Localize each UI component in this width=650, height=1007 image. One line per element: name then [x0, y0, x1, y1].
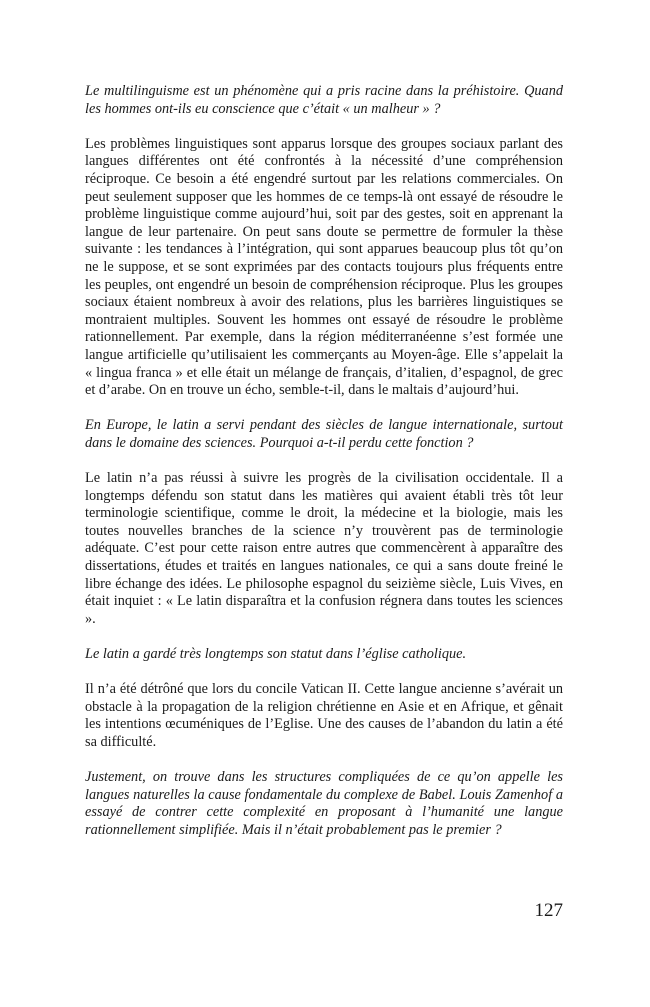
answer-paragraph: Les problèmes linguistiques sont apparus lorsque des groupes sociaux parlant des langues différentes ont été confrontés à la nécessité d’une compréhension réciproque. Ce besoin a été engendré surtout par les relations commerciales. On peut seulement supposer que les hommes de ce temps-là ont essayé de résoudre le problème linguistique comme aujourd’hui, soit par des gestes, soit en apprenant la langue de leur partenaire. On peut sans doute se permettre de formuler la thèse suivante : les tendances à l’intégration, qui sont apparues beaucoup plus tôt qu’on ne le suppose, et se sont exprimées par des contacts toujours plus fréquents entre les peuples, ont engendré un besoin de compréhension réciproque. Plus les groupes sociaux étaient nombreux à avoir des relations, plus les barrières linguistiques se montraient multiples. Souvent les hommes ont essayé de résoudre le problème rationnellement. Par exemple, dans la région méditerranéenne s’est formée une langue artificielle qu’utilisaient les commerçants au Moyen-âge. Elle s’appelait la « lingua franca » et elle était un mélange de français, d’italien, d’espagnol, de grec et d’arabe. On en trouve un écho, semble-t-il, dans le maltais d’aujourd’hui. [85, 135, 563, 399]
question-paragraph: Le multilinguisme est un phénomène qui a pris racine dans la préhistoire. Quand les hommes ont-ils eu conscience que c’était « un malheur » ? [85, 83, 563, 117]
answer-paragraph: Il n’a été détrôné que lors du concile Vatican II. Cette langue ancienne s’avérait un obstacle à la propagation de la religion chrétienne en Asie et en Afrique, et gênait les intentions œcuméniques de l’Eglise. Une des causes de l’abandon du latin a été sa difficulté. [85, 681, 563, 750]
question-paragraph: Le latin a gardé très longtemps son statut dans l’église catholique. [85, 646, 467, 662]
question-paragraph: Justement, on trouve dans les structures compliquées de ce qu’on appelle les langues naturelles la cause fondamentale du complexe de Babel. Louis Zamenhof a essayé de contrer cette complexité en proposant à l’humanité une langue rationnellement simplifiée. Mais il n’était probablement pas le premier ? [85, 769, 563, 838]
answer-paragraph: Le latin n’a pas réussi à suivre les progrès de la civilisation occidentale. Il a longtemps défendu son statut dans les matières qui avaient établi très tôt leur terminologie scientifique, comme le droit, la médecine et la biologie, mais les toutes nouvelles branches de la science n’y trouvèrent pas de terminologie adéquate. C’est pour cette raison entre autres que commencèrent à apparaître des dissertations, études et traités en langues nationales, ce qui a sans doute freiné le libre échange des idées. Le philosophe espagnol du seizième siècle, Luis Vives, en était inquiet : « Le latin disparaîtra et la confusion régnera dans toutes les sciences ». [85, 470, 563, 627]
page-number: 127 [534, 900, 563, 921]
page-body [85, 83, 563, 857]
question-paragraph: En Europe, le latin a servi pendant des siècles de langue internationale, surtout dans le domaine des sciences. Pourquoi a-t-il perdu cette fonction ? [85, 417, 563, 451]
